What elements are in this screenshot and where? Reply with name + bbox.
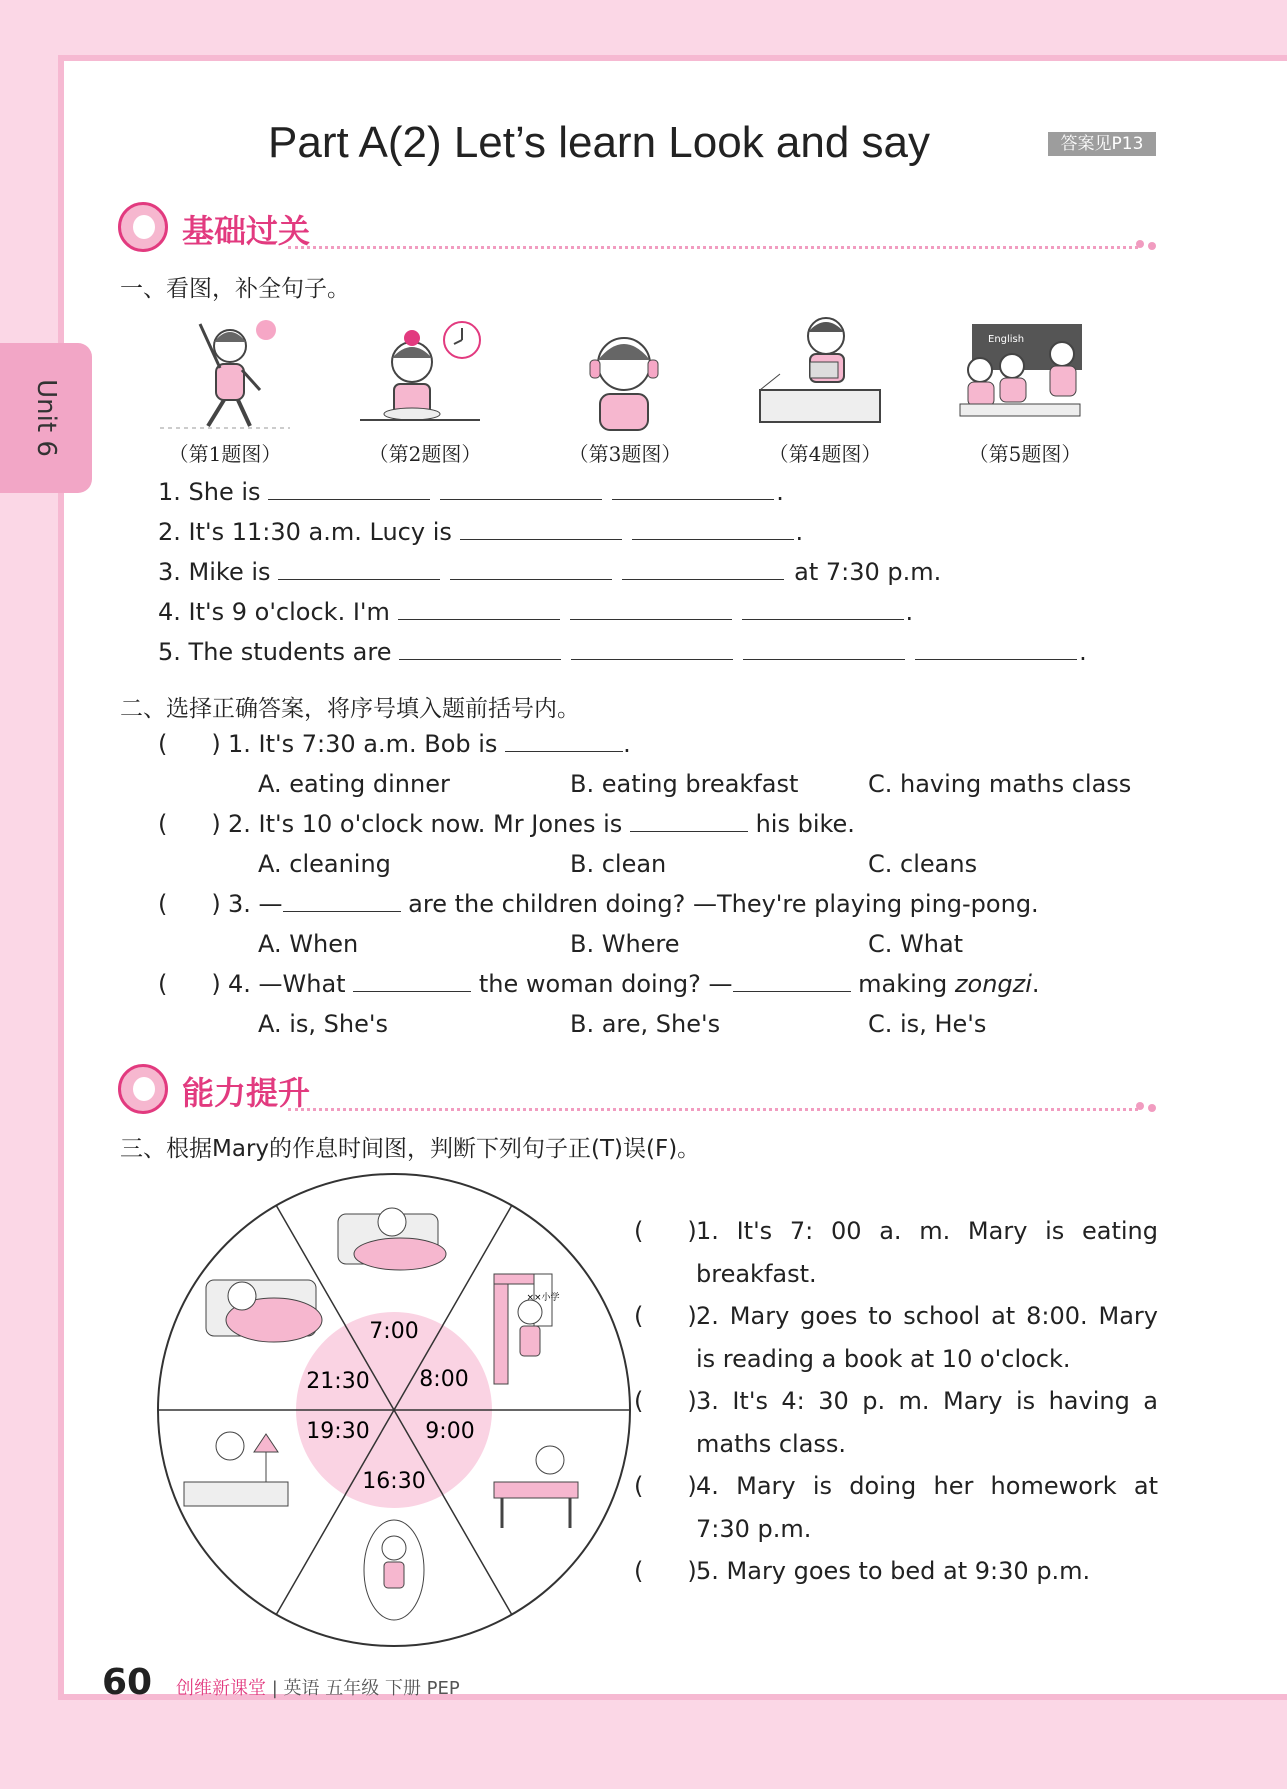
fill-item-2 — [158, 518, 803, 546]
fill-item-end: . — [1079, 638, 1087, 666]
answer-paren[interactable]: ( ) — [634, 1387, 697, 1415]
answer-paren[interactable]: ( ) — [634, 1217, 697, 1245]
option-a[interactable]: A. cleaning — [258, 850, 391, 878]
unit-tab — [0, 343, 92, 493]
time-label-9am: 9:00 — [425, 1419, 475, 1444]
answer-blank[interactable] — [571, 639, 733, 660]
answer-paren[interactable]: ( ) — [158, 970, 221, 998]
option-c[interactable]: C. What — [868, 930, 964, 958]
question-3-heading: 三、根据Mary的作息时间图，判断下列句子正(T)误(F)。 — [120, 1136, 701, 1162]
answer-blank[interactable] — [743, 639, 905, 660]
figure-caption: （第3题图） — [568, 442, 682, 466]
page-number: 60 — [102, 1662, 153, 1703]
tf-statement: 3. It's 4: 30 p. m. Mary is having a maths class. — [696, 1387, 1158, 1458]
tf-statement: 1. It's 7: 00 a. m. Mary is eating breakfast. — [696, 1217, 1158, 1288]
waking-girl-icon — [338, 1208, 446, 1270]
tf-statement: 4. Mary is doing her homework at 7:30 p.m. — [696, 1472, 1158, 1543]
teacher-avatar-icon — [118, 202, 168, 252]
girl-having-lunch-illustration — [350, 310, 500, 435]
section-label: 能力提升 — [182, 1074, 311, 1112]
option-c[interactable]: C. cleans — [868, 850, 978, 878]
time-label-7am: 7:00 — [369, 1319, 419, 1344]
answer-paren[interactable]: ( ) — [634, 1557, 697, 1585]
girl-exercising-illustration — [150, 310, 300, 435]
option-a[interactable]: A. eating dinner — [258, 770, 450, 798]
option-a[interactable]: A. is, She's — [258, 1010, 388, 1038]
figure-4 — [750, 310, 900, 470]
answer-paren[interactable]: ( ) — [158, 730, 221, 758]
fill-item-text: 4. It's 9 o'clock. I'm — [158, 598, 390, 626]
fill-item-end: . — [776, 478, 784, 506]
fill-item-text: 3. Mike is — [158, 558, 271, 586]
dotted-divider — [288, 1108, 1138, 1111]
answer-blank[interactable] — [399, 639, 561, 660]
time-label-1630: 16:30 — [362, 1469, 426, 1494]
teacher-avatar-icon — [118, 1064, 168, 1114]
answer-blank[interactable] — [622, 559, 784, 580]
time-label-1930: 19:30 — [306, 1419, 370, 1444]
answer-paren[interactable]: ( ) — [634, 1472, 697, 1500]
answer-blank[interactable] — [733, 971, 851, 992]
figure-caption: （第5题图） — [968, 442, 1082, 466]
tf-question-3 — [634, 1380, 1158, 1466]
time-label-2130: 21:30 — [306, 1369, 370, 1394]
figure-5 — [950, 310, 1100, 470]
page-title: Part A(2) Let’s learn Look and say — [268, 118, 931, 167]
option-c[interactable]: C. is, He's — [868, 1010, 987, 1038]
figure-caption: （第2题图） — [368, 442, 482, 466]
tf-statement: 5. Mary goes to bed at 9:30 p.m. — [696, 1557, 1091, 1585]
option-a[interactable]: A. When — [258, 930, 359, 958]
picture-row — [150, 310, 1100, 470]
svg-text:English: English — [988, 334, 1025, 345]
daily-schedule-wheel — [154, 1170, 634, 1650]
tf-question-2 — [634, 1295, 1158, 1381]
answer-blank[interactable] — [268, 479, 430, 500]
students-in-class-illustration — [950, 310, 1100, 435]
sleeping-girl-icon — [206, 1280, 322, 1342]
mc-question-3: ( ) 3. — are the children doing? —They're playing ping-pong. — [158, 890, 1039, 918]
answer-blank[interactable] — [632, 519, 794, 540]
answer-blank[interactable] — [283, 891, 401, 912]
mc-question-1: ( ) 1. It's 7:30 a.m. Bob is . — [158, 730, 631, 758]
girl-listening-illustration — [550, 310, 700, 435]
answer-blank[interactable] — [440, 479, 602, 500]
figure-caption: （第1题图） — [168, 442, 282, 466]
time-label-8am: 8:00 — [419, 1367, 469, 1392]
footer-info — [176, 1674, 460, 1700]
answer-blank[interactable] — [353, 971, 471, 992]
question-1-heading: 一、看图，补全句子。 — [120, 276, 350, 302]
answer-blank[interactable] — [450, 559, 612, 580]
fill-item-text: 5. The students are — [158, 638, 392, 666]
mc-question-4: ( ) 4. —What the woman doing? — making zongzi. — [158, 970, 1040, 998]
tf-question-4 — [634, 1465, 1158, 1551]
answer-reference-badge: 答案见P13 — [1048, 132, 1156, 156]
figure-caption: （第4题图） — [768, 442, 882, 466]
school-sign: ××小学 — [526, 1293, 560, 1303]
answer-blank[interactable] — [915, 639, 1077, 660]
fill-item-text: 1. She is — [158, 478, 261, 506]
figure-1 — [150, 310, 300, 470]
book-meta: | 英语 五年级 下册 PEP — [271, 1678, 460, 1699]
fill-item-1 — [158, 478, 784, 506]
figure-3 — [550, 310, 700, 470]
brand-name: 创维新课堂 — [176, 1678, 266, 1699]
tf-question-1 — [634, 1210, 1158, 1296]
fill-item-end: . — [905, 598, 914, 626]
mc-question-2: ( ) 2. It's 10 o'clock now. Mr Jones is his bike. — [158, 810, 855, 838]
dotted-divider — [288, 246, 1138, 249]
section-header-advanced — [118, 1062, 1158, 1122]
answer-blank[interactable] — [612, 479, 774, 500]
option-b[interactable]: B. clean — [570, 850, 667, 878]
answer-blank[interactable] — [570, 599, 732, 620]
answer-blank[interactable] — [460, 519, 622, 540]
section-label: 基础过关 — [182, 212, 311, 250]
fill-item-end: . — [795, 518, 804, 546]
section-header-basic — [118, 200, 1158, 260]
option-b[interactable]: B. Where — [570, 930, 680, 958]
boy-reading-illustration — [750, 310, 900, 435]
answer-blank[interactable] — [630, 811, 748, 832]
fill-item-5 — [158, 638, 1087, 666]
answer-paren[interactable]: ( ) — [634, 1302, 697, 1330]
fill-item-text: 2. It's 11:30 a.m. Lucy is — [158, 518, 452, 546]
tf-statement: 2. Mary goes to school at 8:00. Mary is reading a book at 10 o'clock. — [696, 1302, 1158, 1373]
fill-item-3 — [158, 558, 941, 586]
divider-dots — [1136, 1100, 1158, 1116]
tf-question-5 — [634, 1550, 1158, 1594]
answer-blank[interactable] — [742, 599, 904, 620]
answer-paren[interactable]: ( ) — [158, 890, 221, 918]
answer-blank[interactable] — [398, 599, 560, 620]
option-b[interactable]: B. are, She's — [570, 1010, 721, 1038]
option-c[interactable]: C. having maths class — [868, 770, 1132, 798]
unit-tab-label: Unit 6 — [31, 379, 61, 457]
fill-item-4 — [158, 598, 913, 626]
question-2-heading: 二、选择正确答案，将序号填入题前括号内。 — [120, 696, 580, 722]
divider-dots — [1136, 238, 1158, 254]
figure-2 — [350, 310, 500, 470]
answer-blank[interactable] — [278, 559, 440, 580]
fill-item-end: at 7:30 p.m. — [794, 558, 942, 586]
answer-paren[interactable]: ( ) — [158, 810, 221, 838]
answer-blank[interactable] — [505, 731, 623, 752]
option-b[interactable]: B. eating breakfast — [570, 770, 799, 798]
